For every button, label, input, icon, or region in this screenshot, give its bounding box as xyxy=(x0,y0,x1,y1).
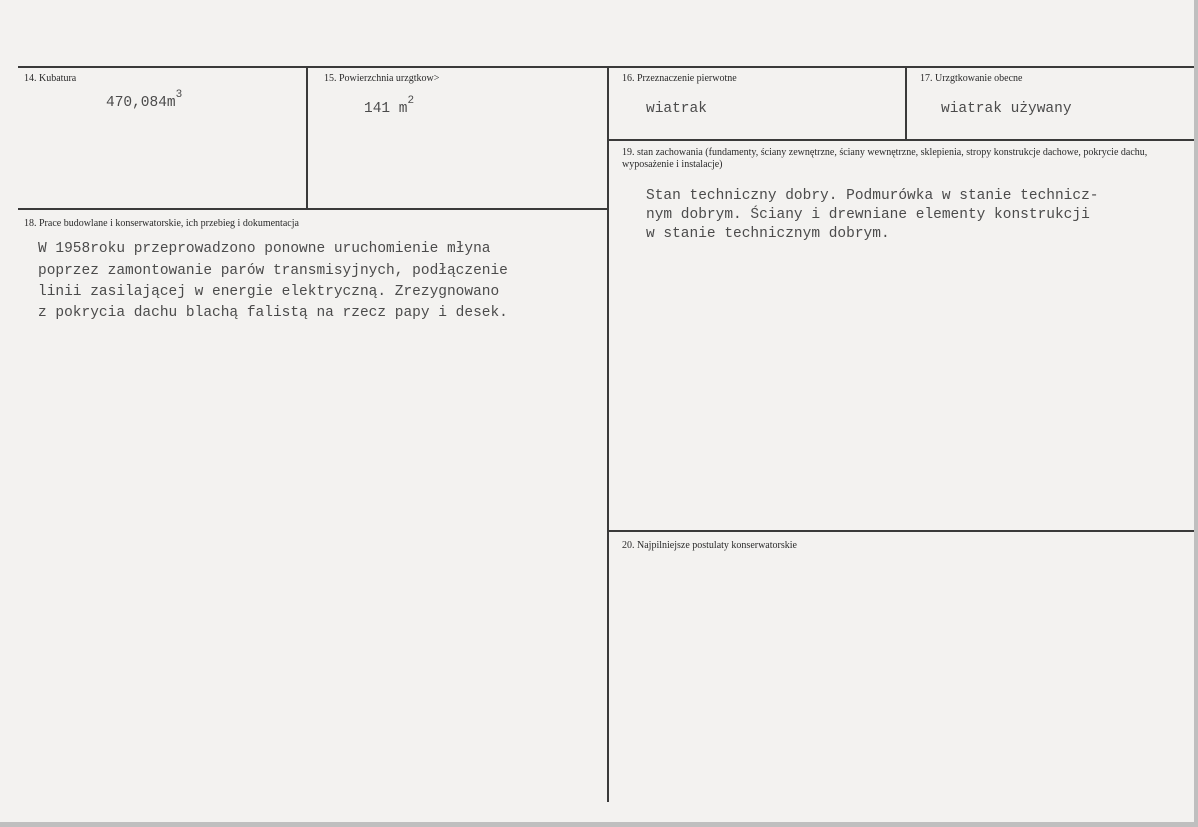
field-18-line: z pokrycia dachu blachą falistą na rzecz papy i desek. xyxy=(38,305,508,321)
field-19-line: nym dobrym. Ściany i drewniane elementy konstrukcji xyxy=(646,207,1090,223)
field-19-line: w stanie technicznym dobrym. xyxy=(646,226,890,242)
field-14-superscript: 3 xyxy=(175,89,183,101)
rule-under-16-17 xyxy=(607,139,1194,141)
field-18-line: poprzez zamontowanie parów transmisyjnych, podłączenie xyxy=(38,263,508,279)
field-15-value xyxy=(364,95,415,119)
field-19-label: 19. stan zachowania (fundamenty, ściany zewnętrzne, ściany wewnętrzne, sklepienia, stropy konstrukcje dachowe, pokrycie dachu, wyposażenie i instalacje) xyxy=(622,147,1148,170)
field-16-value: wiatrak xyxy=(646,101,707,117)
field-19-line: Stan techniczny dobry. Podmurówka w stanie technicz- xyxy=(646,188,1099,204)
field-17-value: wiatrak używany xyxy=(941,101,1072,117)
field-15-label: 15. Powierzchnia urzgtkow> xyxy=(324,73,440,84)
field-14-value xyxy=(106,89,183,113)
field-14-label: 14. Kubatura xyxy=(24,73,77,84)
field-16-label: 16. Przeznaczenie pierwotne xyxy=(622,73,737,84)
field-18-line: linii zasilającej w energie elektryczną. Zrezygnowano xyxy=(38,284,500,300)
field-18-line: W 1958roku przeprowadzono ponowne uruchomienie młyna xyxy=(38,241,491,257)
field-18-label: 18. Prace budowlane i konserwatorskie, ich przebieg i dokumentacja xyxy=(24,218,299,229)
divider-center xyxy=(607,67,609,802)
field-14-number: 470,084m xyxy=(106,95,176,111)
rule-under-14-15 xyxy=(18,208,608,210)
field-17-label: 17. Urzgtkowanie obecne xyxy=(920,73,1023,84)
top-rule xyxy=(18,66,1194,68)
divider-14-15 xyxy=(306,67,308,209)
divider-16-17 xyxy=(905,67,907,140)
field-15-superscript: 2 xyxy=(407,95,415,107)
field-20-label: 20. Najpilniejsze postulaty konserwatorskie xyxy=(622,540,797,551)
rule-under-19 xyxy=(607,530,1194,532)
field-15-number: 141 m xyxy=(364,101,408,117)
